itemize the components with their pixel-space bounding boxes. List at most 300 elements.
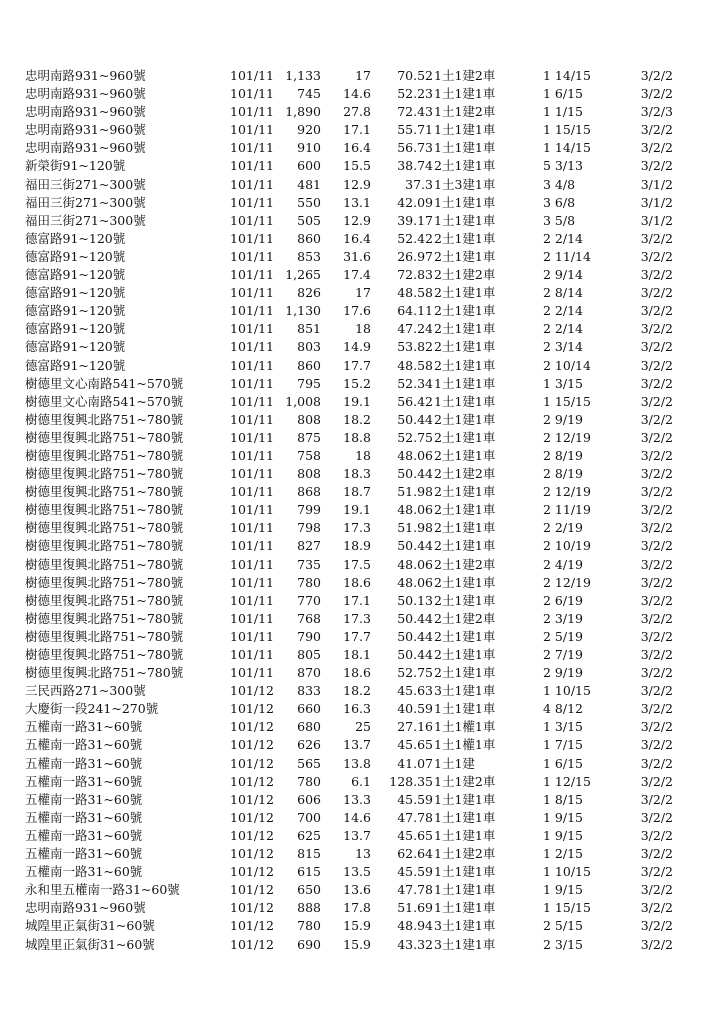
type-cell: 1土1建1車 — [434, 791, 496, 807]
total-price-cell: 745 — [297, 86, 321, 102]
table-row — [0, 447, 721, 465]
unit-price-cell: 31.6 — [343, 248, 371, 264]
address-cell: 三民西路271~300號 — [25, 683, 146, 699]
table-row — [0, 338, 721, 356]
layout-cell: 3/1/2 — [640, 212, 673, 228]
unit-price-cell: 15.9 — [343, 936, 371, 952]
date-cell: 101/11 — [230, 303, 274, 319]
total-price-cell: 700 — [297, 809, 321, 825]
date-cell: 101/11 — [230, 647, 274, 662]
unit-price-cell: 17.4 — [343, 267, 371, 283]
layout-cell: 3/1/2 — [640, 176, 673, 192]
layout-cell: 3/2/2 — [640, 285, 673, 301]
layout-cell: 3/2/2 — [640, 339, 673, 355]
floor-cell: 1 8/15 — [543, 791, 583, 807]
address-cell: 福田三街271~300號 — [25, 212, 146, 228]
floor-cell: 1 7/15 — [543, 737, 583, 753]
address-cell: 樹德里復興北路751~780號 — [25, 574, 184, 590]
date-cell: 101/11 — [230, 447, 274, 463]
total-price-cell: 790 — [297, 628, 321, 644]
date-cell: 101/11 — [230, 122, 274, 138]
area-cell: 50.13 — [397, 592, 433, 608]
floor-cell: 2 12/19 — [543, 429, 591, 445]
address-cell: 忠明南路931~960號 — [25, 104, 146, 120]
total-price-cell: 1,008 — [285, 393, 321, 409]
total-price-cell: 815 — [297, 846, 321, 862]
date-cell: 101/11 — [230, 158, 274, 174]
table-row — [0, 664, 721, 682]
date-cell: 101/11 — [230, 86, 274, 102]
date-cell: 101/11 — [230, 248, 274, 264]
area-cell: 26.97 — [397, 248, 433, 264]
unit-price-cell: 13.3 — [343, 791, 371, 807]
table-row — [0, 628, 721, 646]
type-cell: 1土1建2車 — [434, 773, 496, 789]
area-cell: 45.65 — [397, 827, 433, 843]
total-price-cell: 827 — [297, 538, 321, 554]
address-cell: 忠明南路931~960號 — [25, 68, 146, 83]
area-cell: 56.73 — [397, 140, 433, 156]
table-row — [0, 465, 721, 483]
unit-price-cell: 18.2 — [343, 683, 371, 699]
area-cell: 53.82 — [397, 339, 433, 355]
table-row — [0, 176, 721, 194]
address-cell: 樹德里復興北路751~780號 — [25, 411, 184, 427]
total-price-cell: 860 — [297, 357, 321, 373]
address-cell: 德富路91~120號 — [25, 321, 126, 337]
address-cell: 五權南一路31~60號 — [25, 791, 143, 807]
date-cell: 101/12 — [230, 936, 274, 952]
unit-price-cell: 16.4 — [343, 140, 371, 156]
total-price-cell: 910 — [297, 140, 321, 156]
unit-price-cell: 18.3 — [343, 466, 371, 482]
layout-cell: 3/2/2 — [640, 665, 673, 681]
table-row — [0, 791, 721, 809]
area-cell: 48.06 — [397, 502, 433, 518]
floor-cell: 2 12/19 — [543, 574, 591, 590]
floor-cell: 2 10/14 — [543, 357, 591, 373]
table-row — [0, 302, 721, 320]
table-row — [0, 736, 721, 754]
floor-cell: 2 2/14 — [543, 303, 583, 319]
unit-price-cell: 17.1 — [343, 122, 371, 138]
floor-cell: 2 11/19 — [543, 502, 591, 518]
unit-price-cell: 12.9 — [343, 176, 371, 192]
type-cell: 2土1建1車 — [434, 429, 496, 445]
date-cell: 101/11 — [230, 267, 274, 283]
total-price-cell: 870 — [297, 665, 321, 681]
type-cell: 2土1建1車 — [434, 321, 496, 337]
table-row — [0, 284, 721, 302]
table-row — [0, 574, 721, 592]
table-row — [0, 429, 721, 447]
area-cell: 72.83 — [397, 267, 433, 283]
total-price-cell: 625 — [297, 827, 321, 843]
table-row — [0, 700, 721, 718]
type-cell: 1土1建1車 — [434, 140, 496, 156]
total-price-cell: 803 — [297, 339, 321, 355]
type-cell: 3土1建1車 — [434, 683, 496, 699]
type-cell: 2土1建2車 — [434, 610, 496, 626]
layout-cell: 3/2/2 — [640, 791, 673, 807]
date-cell: 101/11 — [230, 104, 274, 120]
date-cell: 101/11 — [230, 429, 274, 445]
date-cell: 101/11 — [230, 628, 274, 644]
type-cell: 1土1建1車 — [434, 212, 496, 228]
address-cell: 樹德里復興北路751~780號 — [25, 520, 184, 536]
table-row — [0, 827, 721, 845]
area-cell: 52.42 — [397, 230, 433, 246]
area-cell: 52.75 — [397, 665, 433, 681]
layout-cell: 3/2/2 — [640, 864, 673, 880]
type-cell: 1土1建1車 — [434, 393, 496, 409]
layout-cell: 3/2/2 — [640, 520, 673, 536]
table-row — [0, 157, 721, 175]
floor-cell: 2 12/19 — [543, 484, 591, 500]
total-price-cell: 735 — [297, 556, 321, 572]
area-cell: 48.06 — [397, 574, 433, 590]
address-cell: 忠明南路931~960號 — [25, 140, 146, 156]
total-price-cell: 758 — [297, 447, 321, 463]
layout-cell: 3/2/2 — [640, 140, 673, 156]
transaction-table — [0, 67, 721, 954]
table-row — [0, 863, 721, 881]
date-cell: 101/12 — [230, 864, 274, 880]
total-price-cell: 805 — [297, 647, 321, 662]
floor-cell: 2 8/19 — [543, 466, 583, 482]
address-cell: 永和里五權南一路31~60號 — [25, 882, 180, 898]
floor-cell: 1 15/15 — [543, 393, 591, 409]
table-row — [0, 899, 721, 917]
type-cell: 2土1建1車 — [434, 339, 496, 355]
floor-cell: 2 7/19 — [543, 647, 583, 662]
layout-cell: 3/2/2 — [640, 484, 673, 500]
date-cell: 101/11 — [230, 665, 274, 681]
total-price-cell: 680 — [297, 719, 321, 735]
total-price-cell: 888 — [297, 900, 321, 916]
layout-cell: 3/2/2 — [640, 122, 673, 138]
floor-cell: 1 15/15 — [543, 900, 591, 916]
total-price-cell: 799 — [297, 502, 321, 518]
floor-cell: 2 9/19 — [543, 665, 583, 681]
address-cell: 新榮街91~120號 — [25, 158, 126, 174]
date-cell: 101/11 — [230, 484, 274, 500]
address-cell: 德富路91~120號 — [25, 303, 126, 319]
table-row — [0, 266, 721, 284]
unit-price-cell: 17.7 — [343, 628, 371, 644]
date-cell: 101/11 — [230, 230, 274, 246]
area-cell: 50.44 — [397, 610, 433, 626]
layout-cell: 3/1/2 — [640, 194, 673, 210]
total-price-cell: 1,133 — [285, 68, 321, 83]
unit-price-cell: 13.7 — [343, 737, 371, 753]
unit-price-cell: 15.9 — [343, 918, 371, 934]
address-cell: 樹德里復興北路751~780號 — [25, 484, 184, 500]
date-cell: 101/11 — [230, 194, 274, 210]
address-cell: 福田三街271~300號 — [25, 194, 146, 210]
date-cell: 101/11 — [230, 321, 274, 337]
total-price-cell: 505 — [297, 212, 321, 228]
type-cell: 2土1建1車 — [434, 248, 496, 264]
unit-price-cell: 17.6 — [343, 303, 371, 319]
address-cell: 樹德里復興北路751~780號 — [25, 429, 184, 445]
date-cell: 101/12 — [230, 737, 274, 753]
table-row — [0, 592, 721, 610]
total-price-cell: 481 — [297, 176, 321, 192]
address-cell: 五權南一路31~60號 — [25, 737, 143, 753]
floor-cell: 1 1/15 — [543, 104, 583, 120]
layout-cell: 3/2/2 — [640, 683, 673, 699]
total-price-cell: 920 — [297, 122, 321, 138]
total-price-cell: 780 — [297, 574, 321, 590]
type-cell: 1土1建1車 — [434, 809, 496, 825]
address-cell: 福田三街271~300號 — [25, 176, 146, 192]
floor-cell: 2 5/19 — [543, 628, 583, 644]
type-cell: 1土1建 — [434, 755, 475, 771]
type-cell: 1土1建1車 — [434, 86, 496, 102]
type-cell: 1土3建1車 — [434, 176, 496, 192]
total-price-cell: 626 — [297, 737, 321, 753]
type-cell: 2土1建1車 — [434, 158, 496, 174]
table-row — [0, 646, 721, 664]
unit-price-cell: 25 — [355, 719, 371, 735]
area-cell: 128.35 — [389, 773, 433, 789]
address-cell: 忠明南路931~960號 — [25, 86, 146, 102]
layout-cell: 3/2/2 — [640, 610, 673, 626]
address-cell: 忠明南路931~960號 — [25, 122, 146, 138]
address-cell: 五權南一路31~60號 — [25, 719, 143, 735]
area-cell: 51.69 — [397, 900, 433, 916]
area-cell: 50.44 — [397, 628, 433, 644]
total-price-cell: 826 — [297, 285, 321, 301]
address-cell: 五權南一路31~60號 — [25, 809, 143, 825]
table-row — [0, 212, 721, 230]
area-cell: 43.32 — [397, 936, 433, 952]
table-row — [0, 320, 721, 338]
unit-price-cell: 18.6 — [343, 574, 371, 590]
date-cell: 101/11 — [230, 285, 274, 301]
table-row — [0, 773, 721, 791]
layout-cell: 3/2/2 — [640, 773, 673, 789]
floor-cell: 2 11/14 — [543, 248, 591, 264]
area-cell: 39.17 — [397, 212, 433, 228]
total-price-cell: 780 — [297, 773, 321, 789]
table-row — [0, 411, 721, 429]
unit-price-cell: 17 — [355, 68, 371, 83]
layout-cell: 3/2/3 — [640, 104, 673, 120]
area-cell: 47.78 — [397, 809, 433, 825]
area-cell: 37.3 — [405, 176, 433, 192]
floor-cell: 2 2/19 — [543, 520, 583, 536]
total-price-cell: 833 — [297, 683, 321, 699]
area-cell: 51.98 — [397, 484, 433, 500]
layout-cell: 3/2/2 — [640, 429, 673, 445]
area-cell: 52.34 — [397, 375, 433, 391]
type-cell: 2土1建1車 — [434, 538, 496, 554]
total-price-cell: 606 — [297, 791, 321, 807]
date-cell: 101/11 — [230, 520, 274, 536]
area-cell: 51.98 — [397, 520, 433, 536]
date-cell: 101/11 — [230, 574, 274, 590]
date-cell: 101/12 — [230, 827, 274, 843]
address-cell: 德富路91~120號 — [25, 230, 126, 246]
type-cell: 1土1建1車 — [434, 701, 496, 717]
floor-cell: 2 2/14 — [543, 230, 583, 246]
unit-price-cell: 27.8 — [343, 104, 371, 120]
unit-price-cell: 19.1 — [343, 393, 371, 409]
type-cell: 1土1建2車 — [434, 846, 496, 862]
type-cell: 2土1建1車 — [434, 502, 496, 518]
date-cell: 101/12 — [230, 755, 274, 771]
unit-price-cell: 18.6 — [343, 665, 371, 681]
type-cell: 2土1建2車 — [434, 556, 496, 572]
address-cell: 城隍里正氣街31~60號 — [25, 936, 155, 952]
address-cell: 五權南一路31~60號 — [25, 864, 143, 880]
table-row — [0, 375, 721, 393]
area-cell: 55.71 — [397, 122, 433, 138]
unit-price-cell: 17.8 — [343, 900, 371, 916]
type-cell: 2土1建2車 — [434, 267, 496, 283]
unit-price-cell: 6.1 — [351, 773, 371, 789]
layout-cell: 3/2/2 — [640, 628, 673, 644]
layout-cell: 3/2/2 — [640, 846, 673, 862]
address-cell: 德富路91~120號 — [25, 357, 126, 373]
layout-cell: 3/2/2 — [640, 502, 673, 518]
floor-cell: 2 9/14 — [543, 267, 583, 283]
unit-price-cell: 14.9 — [343, 339, 371, 355]
address-cell: 德富路91~120號 — [25, 248, 126, 264]
date-cell: 101/11 — [230, 375, 274, 391]
layout-cell: 3/2/2 — [640, 936, 673, 952]
layout-cell: 3/2/2 — [640, 230, 673, 246]
date-cell: 101/11 — [230, 411, 274, 427]
address-cell: 樹德里復興北路751~780號 — [25, 556, 184, 572]
layout-cell: 3/2/2 — [640, 918, 673, 934]
total-price-cell: 808 — [297, 466, 321, 482]
total-price-cell: 851 — [297, 321, 321, 337]
total-price-cell: 1,265 — [285, 267, 321, 283]
floor-cell: 4 8/12 — [543, 701, 583, 717]
type-cell: 2土1建1車 — [434, 665, 496, 681]
area-cell: 70.52 — [397, 68, 433, 83]
date-cell: 101/12 — [230, 773, 274, 789]
table-row — [0, 67, 721, 85]
total-price-cell: 600 — [297, 158, 321, 174]
unit-price-cell: 13.6 — [343, 882, 371, 898]
table-row — [0, 845, 721, 863]
floor-cell: 1 6/15 — [543, 86, 583, 102]
unit-price-cell: 18.8 — [343, 429, 371, 445]
unit-price-cell: 17.3 — [343, 520, 371, 536]
floor-cell: 1 9/15 — [543, 882, 583, 898]
table-row — [0, 718, 721, 736]
floor-cell: 1 3/15 — [543, 375, 583, 391]
table-row — [0, 230, 721, 248]
type-cell: 2土1建1車 — [434, 520, 496, 536]
address-cell: 樹德里復興北路751~780號 — [25, 647, 184, 662]
floor-cell: 3 6/8 — [543, 194, 576, 210]
table-row — [0, 917, 721, 935]
date-cell: 101/12 — [230, 900, 274, 916]
layout-cell: 3/2/2 — [640, 303, 673, 319]
address-cell: 樹德里文心南路541~570號 — [25, 393, 184, 409]
address-cell: 五權南一路31~60號 — [25, 827, 143, 843]
address-cell: 樹德里復興北路751~780號 — [25, 628, 184, 644]
area-cell: 48.06 — [397, 556, 433, 572]
type-cell: 2土1建1車 — [434, 357, 496, 373]
total-price-cell: 860 — [297, 230, 321, 246]
address-cell: 大慶街一段241~270號 — [25, 701, 159, 717]
unit-price-cell: 18.2 — [343, 411, 371, 427]
address-cell: 德富路91~120號 — [25, 339, 126, 355]
total-price-cell: 795 — [297, 375, 321, 391]
date-cell: 101/12 — [230, 882, 274, 898]
unit-price-cell: 17.5 — [343, 556, 371, 572]
date-cell: 101/11 — [230, 538, 274, 554]
table-row — [0, 809, 721, 827]
area-cell: 48.58 — [397, 285, 433, 301]
date-cell: 101/12 — [230, 791, 274, 807]
type-cell: 1土1建2車 — [434, 104, 496, 120]
table-row — [0, 501, 721, 519]
total-price-cell: 1,130 — [285, 303, 321, 319]
floor-cell: 1 9/15 — [543, 809, 583, 825]
address-cell: 五權南一路31~60號 — [25, 846, 143, 862]
area-cell: 56.42 — [397, 393, 433, 409]
floor-cell: 1 12/15 — [543, 773, 591, 789]
floor-cell: 1 10/15 — [543, 864, 591, 880]
table-row — [0, 103, 721, 121]
type-cell: 2土1建1車 — [434, 628, 496, 644]
floor-cell: 2 8/19 — [543, 447, 583, 463]
address-cell: 忠明南路931~960號 — [25, 900, 146, 916]
layout-cell: 3/2/2 — [640, 68, 673, 83]
unit-price-cell: 17.7 — [343, 357, 371, 373]
unit-price-cell: 18 — [355, 321, 371, 337]
layout-cell: 3/2/2 — [640, 809, 673, 825]
area-cell: 47.24 — [397, 321, 433, 337]
layout-cell: 3/2/2 — [640, 411, 673, 427]
date-cell: 101/11 — [230, 556, 274, 572]
unit-price-cell: 13 — [355, 846, 371, 862]
type-cell: 2土1建1車 — [434, 592, 496, 608]
type-cell: 1土1建1車 — [434, 882, 496, 898]
date-cell: 101/12 — [230, 719, 274, 735]
area-cell: 45.65 — [397, 737, 433, 753]
area-cell: 50.44 — [397, 466, 433, 482]
floor-cell: 2 3/19 — [543, 610, 583, 626]
area-cell: 45.63 — [397, 683, 433, 699]
date-cell: 101/12 — [230, 918, 274, 934]
type-cell: 1土1建1車 — [434, 194, 496, 210]
floor-cell: 1 2/15 — [543, 846, 583, 862]
area-cell: 64.11 — [397, 303, 433, 319]
layout-cell: 3/2/2 — [640, 719, 673, 735]
layout-cell: 3/2/2 — [640, 737, 673, 753]
floor-cell: 3 5/8 — [543, 212, 576, 228]
area-cell: 38.74 — [397, 158, 433, 174]
address-cell: 樹德里復興北路751~780號 — [25, 665, 184, 681]
table-row — [0, 194, 721, 212]
table-row — [0, 248, 721, 266]
area-cell: 41.07 — [397, 755, 433, 771]
address-cell: 樹德里復興北路751~780號 — [25, 610, 184, 626]
type-cell: 1土1建1車 — [434, 375, 496, 391]
unit-price-cell: 13.7 — [343, 827, 371, 843]
layout-cell: 3/2/2 — [640, 647, 673, 662]
type-cell: 1土1建1車 — [434, 827, 496, 843]
table-row — [0, 537, 721, 555]
